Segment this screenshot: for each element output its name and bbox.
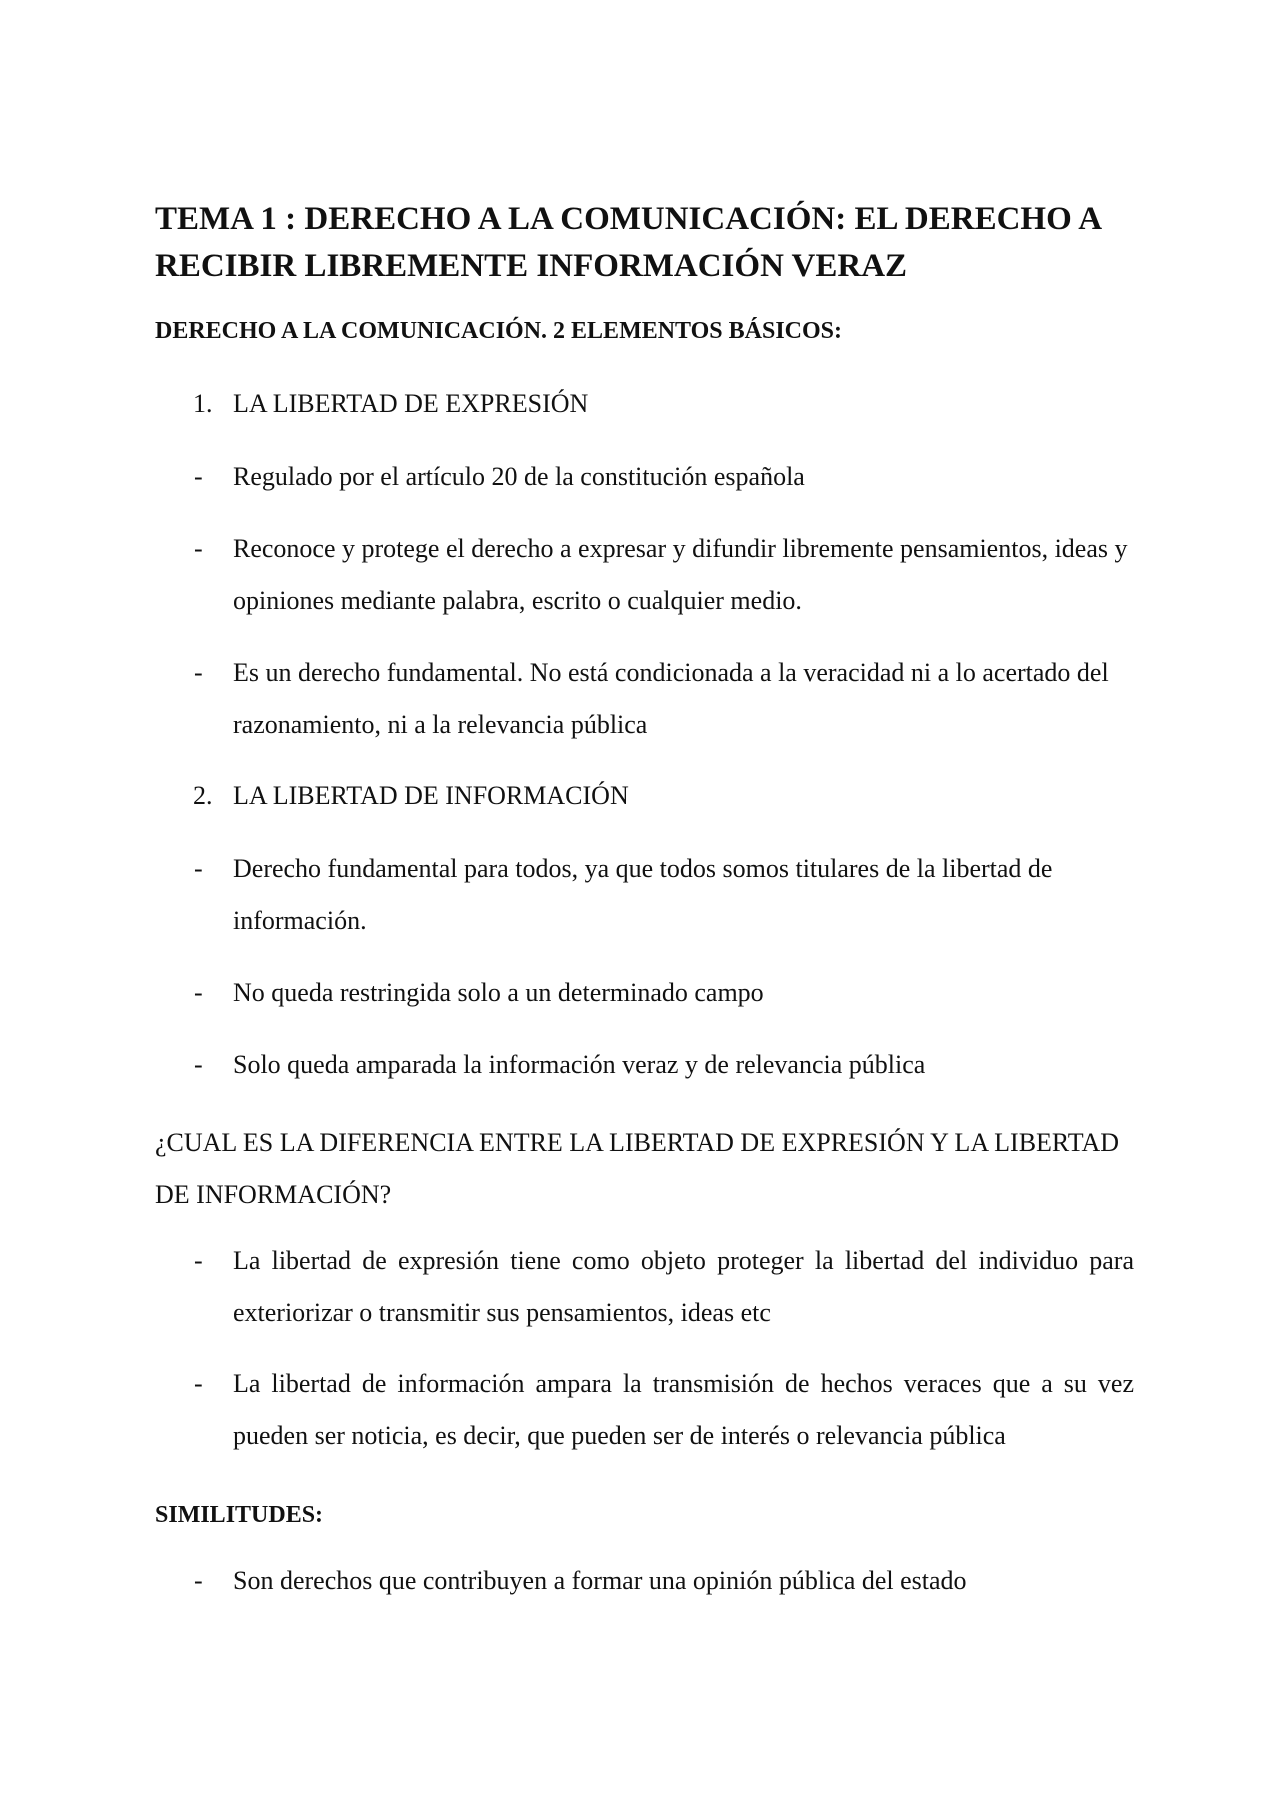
list-item-text: Reconoce y protege el derecho a expresar y difundir libremente pensamientos, ideas y opiniones mediante palabra, escrito o cualquier medio. [233,534,1128,615]
list-item-text: Son derechos que contribuyen a formar una opinión pública del estado [233,1566,967,1595]
list-item [194,1235,1134,1339]
list-item [194,843,1134,947]
item-label: LA LIBERTAD DE EXPRESIÓN [233,389,589,418]
list-item [194,967,1134,1019]
item-number: 1. [193,389,213,418]
item-label: LA LIBERTAD DE INFORMACIÓN [233,781,629,810]
dash-marker: - [194,462,203,491]
list-item-text: Solo queda amparada la información veraz y de relevancia pública [233,1050,926,1079]
list-item-text: Es un derecho fundamental. No está condicionada a la veracidad ni a lo acertado del razonamiento, ni a la relevancia pública [233,658,1109,739]
item-number: 2. [193,781,213,810]
dash-marker: - [194,1369,203,1398]
numbered-item-expression [193,386,588,422]
page-title: TEMA 1 : DERECHO A LA COMUNICACIÓN: EL DERECHO A RECIBIR LIBREMENTE INFORMACIÓN VERAZ [155,201,1101,284]
list-item [194,647,1134,751]
dash-marker: - [194,1050,203,1079]
list-item [194,1039,1134,1091]
list-item [194,523,1134,627]
list-item [194,451,1134,503]
numbered-item-information [193,778,629,814]
list-item [194,1358,1134,1462]
list-item-text: La libertad de información ampara la transmisión de hechos veraces que a su vez pueden ser noticia, es decir, que pueden ser de interés o relevancia pública [233,1369,1134,1450]
similarities-heading: SIMILITUDES: [155,1502,324,1528]
list-item-text: No queda restringida solo a un determinado campo [233,978,764,1007]
dash-marker: - [194,978,203,1007]
list-item-text: Regulado por el artículo 20 de la constitución española [233,462,805,491]
section-subtitle: DERECHO A LA COMUNICACIÓN. 2 ELEMENTOS BÁSICOS: [155,318,843,344]
dash-marker: - [194,1566,203,1595]
dash-marker: - [194,534,203,563]
dash-marker: - [194,658,203,687]
dash-marker: - [194,854,203,883]
dash-marker: - [194,1246,203,1275]
list-item-text: Derecho fundamental para todos, ya que todos somos titulares de la libertad de información. [233,854,1053,935]
question-text: ¿CUAL ES LA DIFERENCIA ENTRE LA LIBERTAD DE EXPRESIÓN Y LA LIBERTAD DE INFORMACIÓN? [155,1128,1120,1209]
list-item-text: La libertad de expresión tiene como objeto proteger la libertad del individuo para exteriorizar o transmitir sus pensamientos, ideas etc [233,1246,1134,1327]
list-item [194,1555,1134,1607]
